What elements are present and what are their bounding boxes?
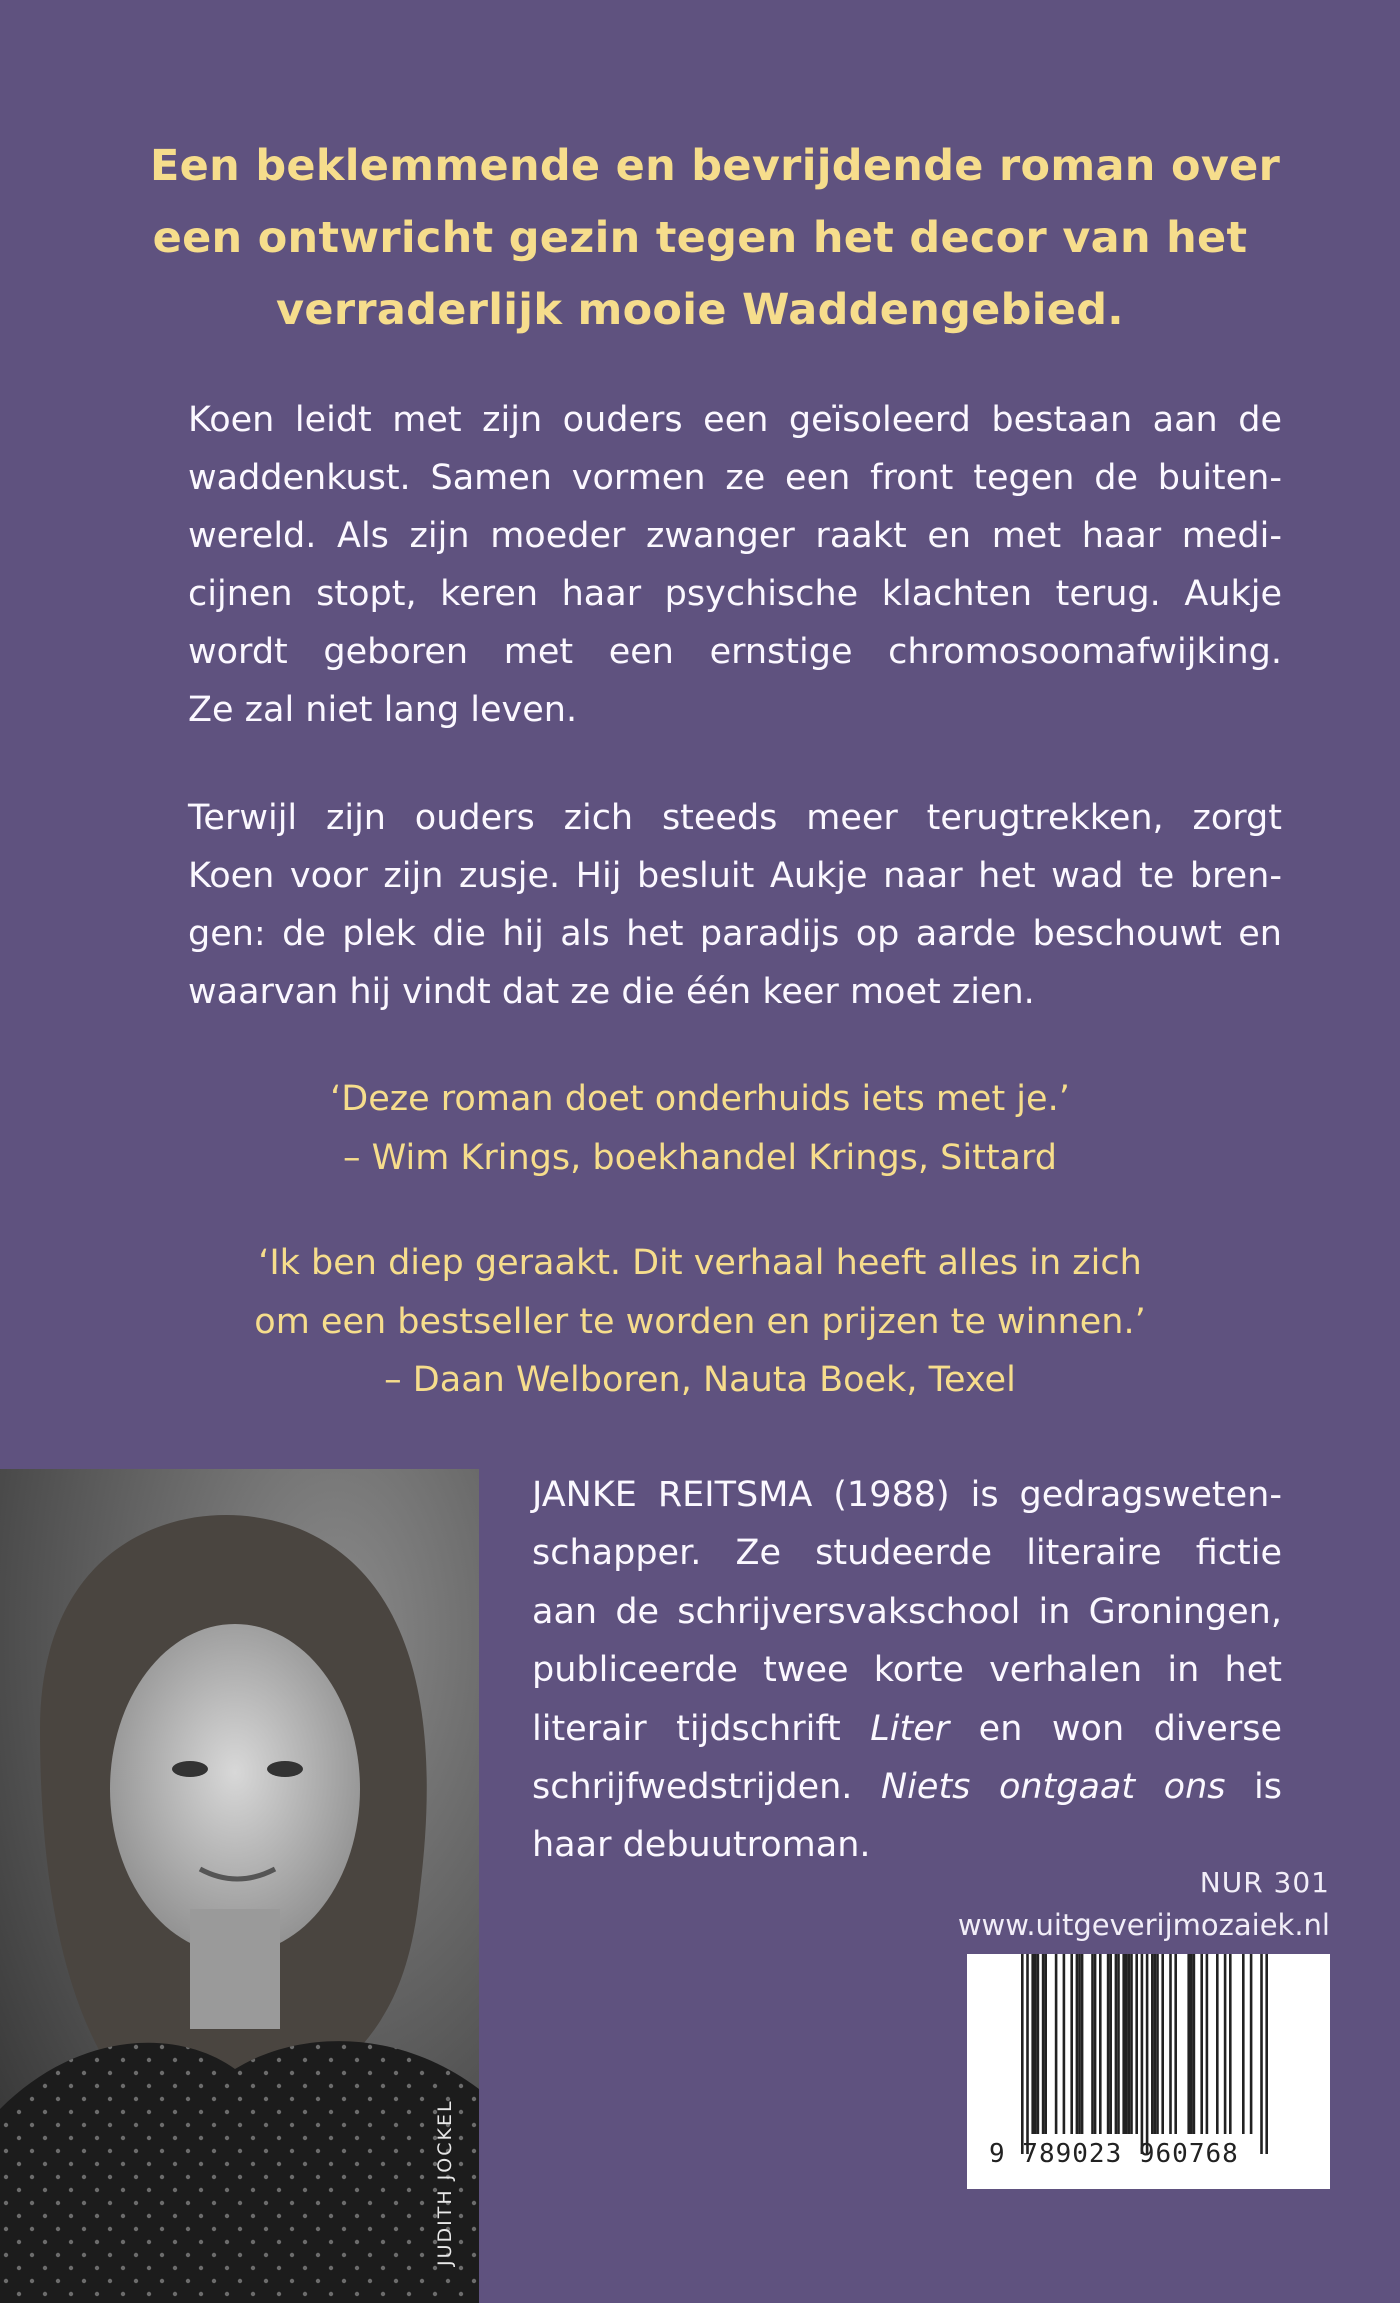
author-photo bbox=[0, 1469, 479, 2303]
barcode-bar bbox=[1250, 1954, 1253, 2134]
barcode-bar bbox=[1070, 1954, 1073, 2134]
quote2-line: – Daan Welboren, Nauta Boek, Texel bbox=[384, 1360, 1016, 1400]
bio-text: en won diverse bbox=[949, 1708, 1282, 1749]
quote1-line: ‘Deze roman doet onderhuids iets met je.’ bbox=[330, 1079, 1070, 1119]
barcode-bar bbox=[1135, 1954, 1138, 2134]
bio-line bbox=[532, 1758, 1282, 1816]
barcode-bar bbox=[1174, 1954, 1177, 2134]
bio-line bbox=[532, 1466, 1282, 1524]
barcode-bar bbox=[1076, 1954, 1079, 2134]
barcode-bar bbox=[1031, 1954, 1034, 2134]
barcode-bar bbox=[1224, 1954, 1227, 2134]
barcode-bar bbox=[1122, 1954, 1125, 2134]
nur-code: NUR 301 bbox=[1199, 1866, 1330, 1899]
barcode-bar bbox=[1063, 1954, 1066, 2134]
blurb-paragraph-2 bbox=[188, 789, 1282, 1021]
headline-line: Een beklemmende en bevrijdende roman over bbox=[150, 141, 1281, 191]
barcode-bar bbox=[1260, 1954, 1263, 2154]
barcode-bar bbox=[1081, 1954, 1084, 2134]
barcode-bar bbox=[1109, 1954, 1112, 2134]
bio-text: schrijfwedstrijden. bbox=[532, 1767, 881, 1808]
barcode-bar bbox=[1034, 1954, 1037, 2134]
barcode-bar bbox=[1125, 1954, 1128, 2134]
blurb-paragraph-1 bbox=[188, 391, 1282, 739]
barcode-bar bbox=[1044, 1954, 1047, 2134]
barcode-bar bbox=[1128, 1954, 1131, 2134]
bio-text: JANKE REITSMA (1988) is gedragsweten- bbox=[532, 1475, 1282, 1515]
barcode-bar bbox=[1026, 1954, 1029, 2154]
bio-text: aan de schrijversvakschool in Groningen, bbox=[532, 1591, 1282, 1632]
barcode-bar bbox=[1169, 1954, 1172, 2134]
isbn-digits: 9 789023 960768 bbox=[989, 2139, 1239, 2169]
review-quote-2 bbox=[150, 1234, 1250, 1410]
bio-text: literair tijdschrift bbox=[532, 1708, 871, 1749]
bio-text: schapper. Ze studeerde literaire fictie bbox=[532, 1533, 1282, 1574]
bio-text: is bbox=[1225, 1767, 1283, 1808]
quote2-line: ‘Ik ben diep geraakt. Dit verhaal heeft alles in zich bbox=[258, 1243, 1142, 1283]
barcode-bar bbox=[1265, 1954, 1268, 2154]
paragraph2-line: waarvan hij vindt dat ze die één keer moet zien. bbox=[188, 972, 1035, 1012]
barcode-bar bbox=[1151, 1954, 1154, 2134]
barcode-bar bbox=[1099, 1954, 1102, 2134]
barcode-bar bbox=[1200, 1954, 1203, 2134]
quote1-line: – Wim Krings, boekhandel Krings, Sittard bbox=[343, 1137, 1057, 1178]
barcode-bar bbox=[1154, 1954, 1157, 2134]
barcode-bar bbox=[1193, 1954, 1196, 2134]
paragraph1-line: waddenkust. Samen vormen ze een front tegen de buiten- bbox=[188, 458, 1282, 498]
barcode-bar bbox=[1141, 1954, 1144, 2154]
barcode-bar bbox=[1242, 1954, 1245, 2134]
barcode-bar bbox=[1156, 1954, 1159, 2134]
barcode-bar bbox=[1078, 1954, 1081, 2134]
bio-line bbox=[532, 1524, 1282, 1582]
barcode-bar bbox=[1021, 1954, 1024, 2154]
publisher-url: www.uitgeverijmozaiek.nl bbox=[957, 1908, 1330, 1942]
author-bio bbox=[532, 1466, 1282, 1875]
photo-credit: JUDITH JOCKEL bbox=[434, 2099, 456, 2266]
bio-line bbox=[532, 1700, 1282, 1758]
isbn-barcode bbox=[967, 1954, 1330, 2189]
barcode-bar bbox=[1091, 1954, 1094, 2134]
barcode-bar bbox=[1042, 1954, 1045, 2134]
paragraph1-line: Ze zal niet lang leven. bbox=[188, 690, 578, 730]
barcode-bar bbox=[1117, 1954, 1120, 2134]
bio-text: haar debuutroman. bbox=[532, 1825, 871, 1866]
paragraph1-line: wordt geboren met een ernstige chromosoomafwijking. bbox=[188, 632, 1282, 672]
barcode-bar bbox=[1190, 1954, 1193, 2134]
barcode-bar bbox=[1146, 1954, 1149, 2154]
bio-line bbox=[532, 1641, 1282, 1699]
book-title: Niets ontgaat ons bbox=[881, 1767, 1226, 1808]
paragraph1-line: Koen leidt met zijn ouders een geïsoleerd bestaan aan de bbox=[188, 400, 1282, 440]
barcode-bar bbox=[1206, 1954, 1209, 2134]
barcode-bar bbox=[1161, 1954, 1164, 2134]
bio-text: publiceerde twee korte verhalen in het bbox=[532, 1650, 1282, 1691]
headline-line: verraderlijk mooie Waddengebied. bbox=[276, 285, 1124, 335]
barcode-bar bbox=[1187, 1954, 1190, 2134]
review-quote-1 bbox=[150, 1070, 1250, 1187]
bio-line bbox=[532, 1583, 1282, 1641]
barcode-bar bbox=[1107, 1954, 1110, 2134]
paragraph1-line: cijnen stopt, keren haar psychische klachten terug. Aukje bbox=[188, 574, 1282, 614]
bio-line bbox=[532, 1816, 1282, 1874]
headline bbox=[150, 130, 1281, 346]
barcode-bar bbox=[1216, 1954, 1219, 2134]
barcode-bar bbox=[1094, 1954, 1097, 2134]
paragraph1-line: wereld. Als zijn moeder zwanger raakt en met haar medi- bbox=[188, 516, 1282, 556]
headline-line: een ontwricht gezin tegen het decor van het bbox=[152, 213, 1248, 263]
barcode-bar bbox=[1115, 1954, 1118, 2134]
book-title: Liter bbox=[870, 1708, 950, 1749]
paragraph2-line: Koen voor zijn zusje. Hij besluit Aukje naar het wad te bren- bbox=[188, 856, 1282, 896]
paragraph2-line: Terwijl zijn ouders zich steeds meer terugtrekken, zorgt bbox=[188, 798, 1282, 838]
barcode-bar bbox=[1037, 1954, 1040, 2134]
paragraph2-line: gen: de plek die hij als het paradijs op aarde beschouwt en bbox=[188, 914, 1282, 954]
barcode-bar bbox=[1055, 1954, 1058, 2134]
barcode-bar bbox=[1229, 1954, 1232, 2134]
quote2-line: om een bestseller te worden en prijzen te winnen.’ bbox=[254, 1301, 1146, 1342]
barcode-bar bbox=[1130, 1954, 1133, 2134]
